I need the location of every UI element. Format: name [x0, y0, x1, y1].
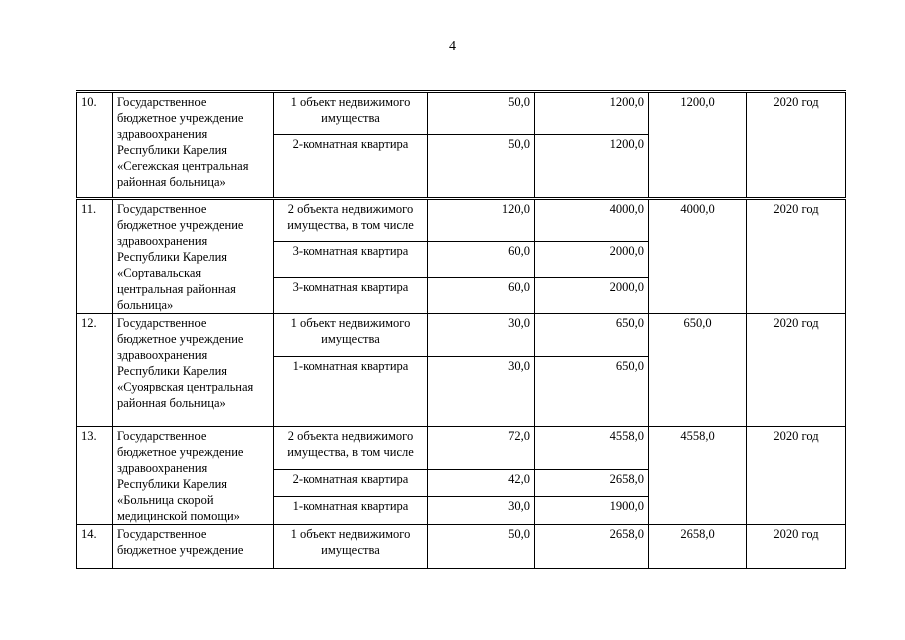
- table-row: [77, 199, 846, 242]
- table-row: [77, 525, 846, 569]
- row-number: 12.: [77, 314, 113, 427]
- item-cost: 1200,0: [535, 92, 649, 135]
- item-name: 1-комнатная квартира: [274, 497, 428, 525]
- row-number: 10.: [77, 92, 113, 199]
- total-cost: 4000,0: [649, 199, 747, 314]
- item-area: 30,0: [428, 357, 535, 427]
- institution-name: Государственное бюджетное учреждение здравоохранения Республики Карелия «Сегежская центральная районная больница»: [113, 92, 274, 199]
- item-name: 1-комнатная квартира: [274, 357, 428, 427]
- item-cost: 4558,0: [535, 427, 649, 470]
- item-area: 60,0: [428, 241, 535, 278]
- institution-name: Государственное бюджетное учреждение здравоохранения Республики Карелия «Сортавальская центральная районная больница»: [113, 199, 274, 314]
- item-name: 3-комнатная квартира: [274, 278, 428, 314]
- page-number: 4: [449, 39, 456, 54]
- item-cost: 2658,0: [535, 525, 649, 569]
- item-cost: 4000,0: [535, 199, 649, 242]
- item-cost: 1200,0: [535, 135, 649, 199]
- row-number: 14.: [77, 525, 113, 569]
- item-area: 30,0: [428, 497, 535, 525]
- item-area: 42,0: [428, 469, 535, 497]
- item-area: 50,0: [428, 525, 535, 569]
- total-cost: 2658,0: [649, 525, 747, 569]
- row-number: 11.: [77, 199, 113, 314]
- item-cost: 2000,0: [535, 278, 649, 314]
- item-cost: 1900,0: [535, 497, 649, 525]
- item-area: 50,0: [428, 135, 535, 199]
- item-area: 50,0: [428, 92, 535, 135]
- year: 2020 год: [747, 92, 846, 199]
- row-number: 13.: [77, 427, 113, 525]
- institution-name: Государственное бюджетное учреждение: [113, 525, 274, 569]
- item-name: 3-комнатная квартира: [274, 241, 428, 278]
- item-area: 120,0: [428, 199, 535, 242]
- item-area: 60,0: [428, 278, 535, 314]
- item-name: 1 объект недвижимого имущества: [274, 314, 428, 357]
- item-name: 2 объекта недвижимого имущества, в том числе: [274, 427, 428, 470]
- year: 2020 год: [747, 199, 846, 314]
- table-row: [77, 314, 846, 357]
- table-row: [77, 92, 846, 135]
- total-cost: 650,0: [649, 314, 747, 427]
- item-cost: 2000,0: [535, 241, 649, 278]
- item-area: 72,0: [428, 427, 535, 470]
- item-name: 1 объект недвижимого имущества: [274, 525, 428, 569]
- item-cost: 650,0: [535, 314, 649, 357]
- year: 2020 год: [747, 427, 846, 525]
- item-cost: 650,0: [535, 357, 649, 427]
- year: 2020 год: [747, 314, 846, 427]
- item-area: 30,0: [428, 314, 535, 357]
- item-name: 2-комнатная квартира: [274, 469, 428, 497]
- property-table: [76, 90, 846, 569]
- institution-name: Государственное бюджетное учреждение здравоохранения Республики Карелия «Больница скорой медицинской помощи»: [113, 427, 274, 525]
- total-cost: 1200,0: [649, 92, 747, 199]
- year: 2020 год: [747, 525, 846, 569]
- table-row: [77, 427, 846, 470]
- item-cost: 2658,0: [535, 469, 649, 497]
- institution-name: Государственное бюджетное учреждение здравоохранения Республики Карелия «Суоярвская центральная районная больница»: [113, 314, 274, 427]
- item-name: 2-комнатная квартира: [274, 135, 428, 199]
- item-name: 1 объект недвижимого имущества: [274, 92, 428, 135]
- total-cost: 4558,0: [649, 427, 747, 525]
- item-name: 2 объекта недвижимого имущества, в том числе: [274, 199, 428, 242]
